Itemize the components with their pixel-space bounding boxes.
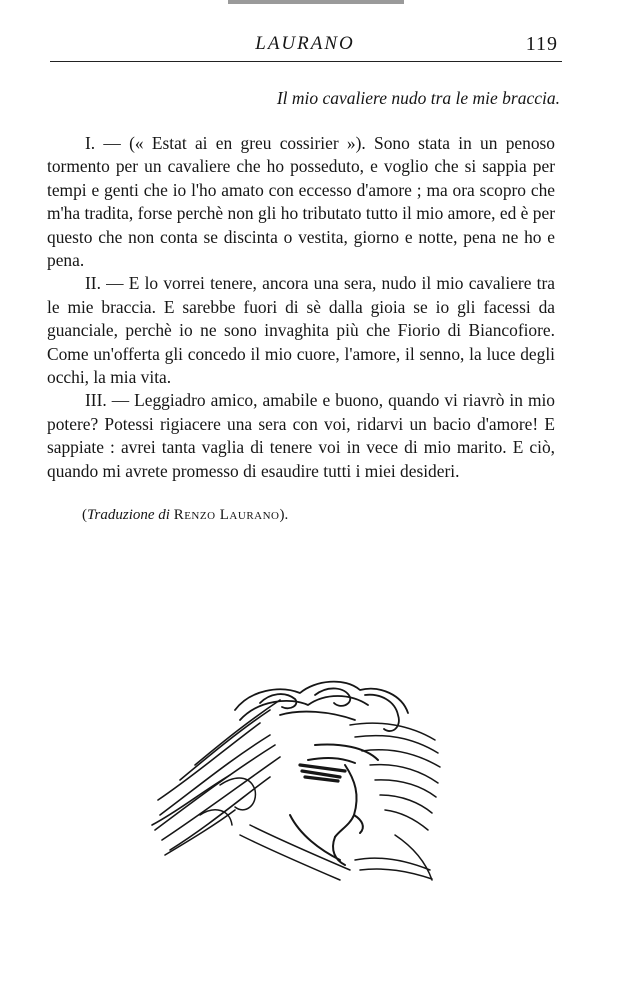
page-number: 119: [525, 33, 558, 55]
stanza-1: I. — (« Estat ai en greu cossirier »). Sono stata in un penoso tormento per un cavaliere che ho posseduto, e voglio che si sappia per tempi e genti che io l'ho amato con eccesso d'amore ; ma ora scopro che m'ha tradita, forse perchè non gli ho tributato tutto il mio amore, ed è per questo che non conta se discinta o vestita, giorno e notte, pena ne ho e pena.: [47, 133, 555, 271]
poem-body: [47, 132, 555, 483]
running-header: [50, 33, 560, 59]
poem-title: Il mio cavaliere nudo tra le mie braccia.: [276, 88, 560, 108]
header-rule: [50, 61, 562, 62]
running-title: LAURANO: [255, 33, 355, 54]
scan-edge-mark: [228, 0, 404, 4]
credit-label: Traduzione di: [87, 507, 170, 523]
credit-close: ).: [279, 507, 289, 523]
stanza-3: III. — Leggiadro amico, amabile e buono, quando vi riavrò in mio potere? Potessi rigiacere una sera con voi, ridarvi un bacio d'amore! E sappiate : avrei tanta vaglia di tenere voi in vece di mio marito. E ciò, quando mi avrete promesso di esaudire tutti i miei desideri.: [47, 390, 555, 481]
translation-credit: [82, 507, 288, 524]
credit-open: (: [82, 507, 87, 523]
translator-name: Renzo Laurano: [173, 507, 280, 523]
stanza-2: II. — E lo vorrei tenere, ancora una sera, nudo il mio cavaliere tra le mie braccia. E sarebbe fuori di sè dalla gioia se io gli facessi da guanciale, perchè io ne sono invaghita più che Fiorio di Biancofiore. Come un'offerta gli concedo il mio cuore, l'amore, il senno, la luce degli occhi, la mia vita.: [47, 273, 555, 388]
ink-sketch-face-icon: [140, 665, 450, 890]
